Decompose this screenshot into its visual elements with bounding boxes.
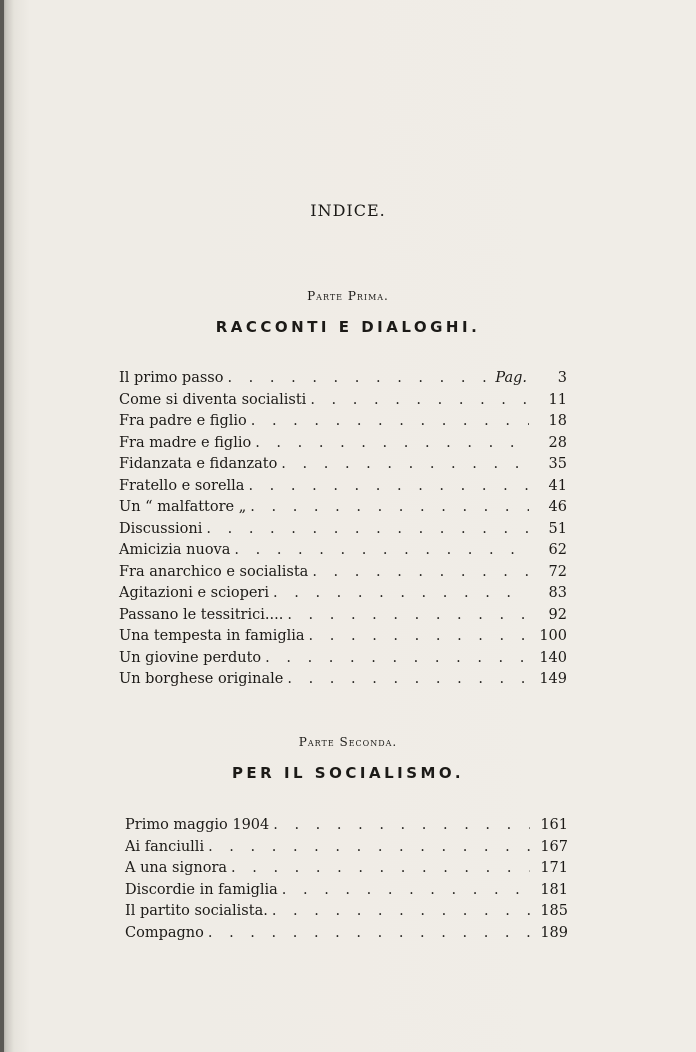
toc-entry-title: Il partito socialista.: [125, 903, 268, 919]
toc-entry-page: 83: [548, 585, 567, 601]
toc-entry-title: Un “ malfattore „: [119, 499, 247, 515]
toc-entry-page: 3: [557, 370, 567, 386]
toc-entry-page: 92: [548, 606, 567, 623]
toc-entry-page: 41: [548, 477, 567, 494]
toc-entry-page: 181: [540, 881, 568, 898]
toc-entry-title: Fra madre e figlio: [119, 434, 252, 451]
toc-entry: [119, 519, 567, 541]
toc-leader-dots: [231, 858, 530, 880]
toc-entry-title: Un giovine perduto: [119, 649, 262, 666]
toc-entry-title: Fra padre e figlio: [119, 413, 247, 429]
part-two-title: PER IL SOCIALISMO.: [231, 764, 465, 782]
toc-entry-title: Amicizia nuova: [119, 542, 231, 558]
toc-entry-title: Agitazioni e scioperi: [119, 585, 270, 601]
toc-entry: [119, 433, 567, 455]
toc-entry: [119, 605, 567, 627]
toc-leader-dots: [272, 901, 530, 923]
toc-leader-dots: [265, 648, 529, 670]
toc-entry-page: 51: [548, 520, 567, 537]
toc-part-one: [119, 368, 567, 691]
toc-entry-title: Passano le tessitrici....: [119, 606, 284, 623]
toc-entry-page: 18: [548, 413, 567, 429]
toc-leader-dots: [255, 433, 529, 455]
toc-entry: [125, 923, 568, 945]
toc-entry: [119, 454, 567, 476]
toc-leader-dots: [310, 390, 529, 412]
toc-entry: [125, 858, 568, 880]
toc-entry: [119, 411, 567, 433]
toc-entry-title: Fratello e sorella: [119, 477, 245, 494]
toc-entry-title: A una signora: [125, 860, 228, 876]
toc-entry: [125, 880, 568, 902]
toc-entry-title: Fra anarchico e socialista: [119, 563, 309, 580]
toc-entry-page: 149: [539, 671, 567, 687]
page-title: INDICE.: [310, 201, 386, 220]
toc-entry-title: Il primo passo: [119, 370, 224, 386]
toc-entry: [119, 368, 567, 390]
toc-leader-dots: [206, 519, 529, 541]
toc-entry-page: 100: [539, 628, 567, 644]
toc-entry: [119, 669, 567, 691]
toc-leader-dots: [227, 368, 491, 390]
toc-leader-dots: [251, 411, 529, 433]
toc-leader-dots: [208, 837, 530, 859]
toc-entry-title: Un borghese originale: [119, 671, 284, 687]
toc-leader-dots: [250, 497, 529, 519]
toc-entry: [125, 901, 568, 923]
toc-leader-dots: [312, 562, 529, 584]
toc-entry-page: 189: [540, 924, 568, 941]
toc-entry-page: 185: [540, 903, 568, 919]
toc-entry-page: 28: [548, 434, 567, 451]
toc-entry-title: Una tempesta in famiglia: [119, 628, 305, 644]
toc-entry-title: Come si diventa socialisti: [119, 391, 307, 408]
toc-entry-title: Primo maggio 1904: [125, 817, 270, 833]
toc-entry: [119, 476, 567, 498]
toc-entry-page: 35: [548, 456, 567, 472]
part-two-label: Parte Seconda.: [298, 735, 398, 749]
toc-leader-dots: [287, 605, 529, 627]
toc-entry-title: Discordie in famiglia: [125, 881, 278, 898]
toc-leader-dots: [248, 476, 529, 498]
toc-entry-title: Fidanzata e fidanzato: [119, 456, 278, 472]
page-label: Pag.: [495, 370, 527, 386]
toc-leader-dots: [281, 454, 529, 476]
part-one-label: Parte Prima.: [307, 289, 389, 303]
toc-entry-page: 167: [540, 838, 568, 855]
toc-entry-page: 62: [548, 542, 567, 558]
toc-entry-title: Ai fanciulli: [125, 838, 205, 855]
toc-entry-page: 161: [540, 817, 568, 833]
toc-entry-page: 171: [540, 860, 568, 876]
toc-leader-dots: [309, 626, 529, 648]
toc-leader-dots: [208, 923, 530, 945]
toc-entry-title: Compagno: [125, 924, 204, 941]
toc-entry-page: 72: [548, 563, 567, 580]
toc-entry: [119, 390, 567, 412]
toc-entry: [125, 837, 568, 859]
toc-entry-title: Discussioni: [119, 520, 203, 537]
toc-entry: [125, 815, 568, 837]
toc-entry-page: 11: [548, 391, 567, 408]
toc-entry: [119, 540, 567, 562]
toc-entry: [119, 648, 567, 670]
toc-leader-dots: [287, 669, 529, 691]
toc-entry: [119, 562, 567, 584]
toc-entry: [119, 583, 567, 605]
toc-entry-page: 140: [539, 649, 567, 666]
toc-part-two: [125, 815, 568, 944]
toc-leader-dots: [234, 540, 529, 562]
part-one-title: RACCONTI E DIALOGHI.: [215, 318, 481, 336]
toc-leader-dots: [273, 583, 529, 605]
page-spine-shadow: [0, 0, 4, 1052]
toc-leader-dots: [273, 815, 530, 837]
toc-entry-page: 46: [548, 499, 567, 515]
toc-entry: [119, 497, 567, 519]
toc-entry: [119, 626, 567, 648]
toc-leader-dots: [282, 880, 530, 902]
